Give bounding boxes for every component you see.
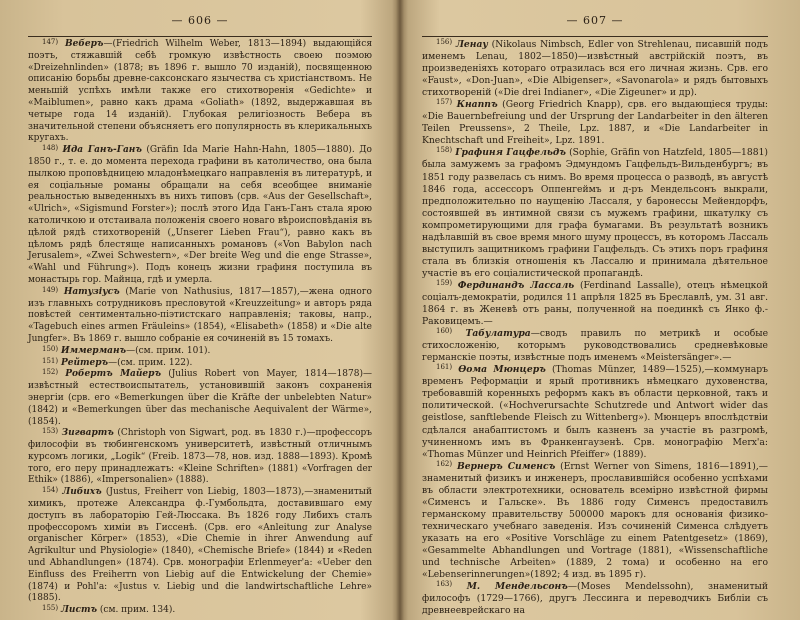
footnote-heading: Табулатура (465, 328, 531, 340)
footnote-heading: Кнаппъ (456, 99, 498, 111)
footnote-text: (Christoph von Sigwart, род. въ 1830 г.)—профессоръ философіи въ тюбингенскомъ университетѣ, извѣстный отличнымъ курсомъ логики, „Logik“ (Freib. 1873—78, нов. изд. 1888—1893). Кромѣ того, его перу принадлежатъ: «Kleine Schriften» (1881) «Vorfragen der Ethik» (1886), «Impersonalien» (1888). (28, 428, 372, 486)
footnote-text: —(см. прим. 122). (108, 357, 193, 368)
footnote-entry (422, 364, 768, 460)
footnote-number: 147) (42, 38, 59, 46)
right-page (412, 0, 782, 620)
footnote-number: 158) (436, 146, 453, 155)
footnote-number: 155) (42, 604, 59, 613)
footnote-entry (422, 39, 768, 99)
footnote-entry (422, 147, 768, 280)
header-rule (28, 36, 372, 37)
footnote-number: 154) (42, 486, 59, 495)
footnote-text: (Julius Robert von Mayer, 1814—1878)—извѣстный естествоиспытатель, установившій законъ сохраненія энергіи (срв. его «Bemerkungen über die Kräfte der unbelebten Natur» (1842) и «Bemerkungen über das mechanische Aequivalent der Wärme», (1854). (28, 369, 372, 427)
footnote-number: 160) (436, 327, 453, 336)
footnote-entry (28, 145, 372, 287)
footnote-number: 148) (42, 144, 59, 153)
page-number: — 607 — (566, 14, 624, 27)
footnote-text: (см. прим. 134). (99, 605, 176, 616)
footnote-entry (28, 358, 372, 370)
footnote-text: —(Friedrich Wilhelm Weber, 1813—1894) выдающійся поэтъ, стяжавшій себѣ громкую извѣстность своею поэмою «Dreizehnlinden» (1878; въ 1896 г. вышло 70 изданій), посвященною описанію борьбы древне-саксонскаго язычества съ христіанствомъ. Не меньшій успѣхъ имѣли также его стихотворенія «Gedichte» и «Maiblumen», равно какъ драма «Goliath» (1892, выдержавшая въ четыре года 14 изданій). Глубокая религіозность Вебера въ значительной степени объясняетъ его популярность въ клерикальныхъ кругахъ. (28, 39, 372, 144)
footnote-text: (Ferdinand Lassalle), отецъ нѣмецкой соціалъ-демократіи, родился 11 апрѣля 1825 въ Бреславлѣ, ум. 31 авг. 1864 г. въ Женевѣ отъ раны, полученной на поединкѣ съ Янко ф.-Раковицемъ.— (422, 279, 768, 328)
footnote-heading: Ленау (455, 39, 488, 50)
footnote-heading: Ида Ганъ-Ганъ (62, 145, 142, 156)
footnote-entry (28, 605, 372, 617)
footnote-entry (28, 428, 372, 487)
footnote-text: (Ernst Werner von Simens, 1816—1891),—знаменитый физикъ и инженеръ, прославившійся особенно успѣхами въ области электротехники, основатель всемірно извѣстной фирмы «Сименсъ и Гальске». Въ 1886 году Сименсъ предоставилъ германскому правительству 500000 марокъ для основанія физико-техническаго учебнаго заведенія. Изъ сочиненій Сименса слѣдуетъ указать на его «Positive Vorschläge zu einem Patentgesetz» (1869), «Gesammelte Abhandlungen und Vortrage (1881), «Wissenschaftliche und technische Arbeiten» (1889, 2 тома) и особенно на его «Lebenserinnerungen»(1892; 4 изд. въ 1895 г). (422, 460, 768, 581)
footnote-entry (422, 280, 768, 328)
footnote-number: 157) (436, 98, 453, 107)
page-number: — 606 — (171, 14, 229, 27)
footnote-entry (28, 39, 372, 145)
footnote-number: 163) (436, 580, 453, 589)
footnote-entry (28, 346, 372, 358)
footnote-number: 162) (436, 459, 453, 468)
footnote-heading: Либихъ (62, 487, 102, 498)
footnote-text: (Justus, Freiherr von Liebig, 1803—1873),—знаменитый химикъ, протеже Александра ф.-Гумбольдта, доставившаго ему доступъ въ лабораторію Гей-Люссака. Въ 1826 году Либихъ сталъ профессоромъ химіи въ Гиссенѣ. (Срв. его «Anleitung zur Analyse organischer Körper» (1853), «Die Chemie in ihrer Anwendung auf Agrikultur und Physiologie» (1840), «Chemische Briefe» (1844) и «Reden und Abhandlungen» (1874). Срв. монографіи Erlenmeyer'a: «Ueber den Einfluss des Freiherrn von Liebig auf die Entwickelung der Chemie» (1874) и Pohl'a: «Justus v. Liebig und die landwirtschaftliche Lehre» (1885). (28, 487, 372, 604)
footnote-number: 152) (42, 368, 59, 377)
footnote-heading: Фердинандъ Лассаль (457, 279, 575, 291)
footnote-text: —(Moses Mendelssohn), знаменитый философъ (1729—1766), другъ Лессинга и переводчикъ Библіи съ древнееврейскаго на (422, 581, 768, 617)
footnotes-list (28, 39, 372, 617)
footnote-number: 149) (42, 285, 59, 294)
footnote-heading: Ѳома Мюнцеръ (458, 364, 546, 376)
footnote-heading: М. Мендельсонъ (466, 581, 568, 593)
footnote-heading: Иммерманъ (60, 345, 127, 356)
footnote-text: (Sophie, Gräfin von Hatzfeld, 1805—1881) была замужемъ за графомъ Эдмундомъ Гацфельдъ-Вильденбургъ; въ 1851 году развелась съ нимъ. Во время процесса о разводѣ, въ августѣ 1846 года, ассессоръ Оппенгеймъ и д-ръ Мендельсонъ выкрали, предположительно по наущенію Лассаля, у баронессы Мейендорфъ, состоявшей въ интимной связи съ мужемъ графини, шкатулку съ компрометирующими для графа бумагами. Въ результатѣ возникъ надѣлавшій въ свое время много шуму процессъ, въ которомъ Лассаль выступилъ защитникомъ графини Гацфельдъ. Съ этихъ поръ графиня стала въ близкія отношенія къ Лассалю и принимала дѣятельное участіе въ его соціалистической пропагандѣ. (422, 147, 769, 279)
footnote-text: —сводъ правилъ по метрикѣ и особые стихосложенію, которымъ руководствовались средневѣковые германскіе поэты, извѣстные подъ именемъ «Meistersänger».— (422, 328, 769, 364)
footnote-heading: Графиня Гацфельдъ (455, 147, 566, 159)
footnote-number: 153) (42, 427, 59, 436)
footnote-heading: Робертъ Майеръ (65, 369, 161, 380)
footnote-heading: Листъ (60, 605, 98, 616)
footnote-number: 151) (42, 356, 59, 365)
footnote-entry (28, 487, 372, 605)
footnote-heading: Зигвартъ (61, 428, 114, 439)
footnote-heading: Рейтеръ (60, 357, 109, 368)
footnote-text: (Georg Friedrich Knapp), срв. его выдающіеся труды: «Die Bauernbefreiung und der Ursprung der Landarbeiter in den älteren Teilen Preussens», 2 Theile, Lpz. 1887, и «Die Landarbeiter in Knechtschaft und Freiheit», Lpz. 1891. (422, 99, 769, 147)
footnote-text: (Nikolaus Nimbsch, Edler von Strehlenau, писавшій подъ именемъ Lenau, 1802—1850)—извѣстный австрійскій поэтъ, въ произведеніяхъ котораго отразилась вся его личная жизнь. Срв. его «Faust», «Don-Juan», «Die Albigenser», «Savonarola» и рядъ бытовыхъ стихотвореній («Die drei Indianer», «Die Zigeuner» и др). (422, 39, 769, 99)
header-rule (422, 36, 768, 37)
footnote-heading: Вернеръ Сименсъ (456, 460, 556, 472)
footnote-number: 156) (436, 38, 453, 46)
left-page (14, 0, 384, 620)
footnote-text: (Marie von Nathusius, 1817—1857),—жена одного изъ главныхъ сотрудниковъ пресловутой «Kreuzzeitung» и авторъ ряда повѣстей сентиментально-піэтистскаго направленія; таковы, напр., «Tagebuch eines armen Fräuleins» (1854), «Elisabeth» (1858) и «Die alte Jungfer». Въ 1869 г. вышло собраніе ея сочиненій въ 15 томахъ. (28, 286, 372, 344)
footnote-number: 161) (436, 363, 453, 372)
footnote-entry (28, 287, 372, 346)
footnote-number: 150) (42, 344, 59, 353)
footnote-text: (Thomas Münzer, 1489—1525),—коммунаръ временъ Реформаціи и ярый противникъ нѣмецкаго духовенства, требовавшій коренныхъ реформъ какъ въ области церковной, такъ и политической. («Hochverursachte Schutzrede und Antwort wider das geistlose, sanftlebende Fleisch zu Wittenberg»). Мюнцеръ впослѣдствіи сдѣлался анабаптистомъ и былъ казненъ за участіе въ разгромѣ, учиненномъ имъ въ Франкенгаузенѣ. Срв. монографію Merx'a: «Thomas Münzer und Heinrich Pfeiffer» (1889). (422, 364, 769, 460)
footnote-heading: Веберъ (65, 39, 104, 49)
footnote-entry (422, 328, 768, 364)
footnote-text: (Gräfin Ida Marie Hahn-Hahn, 1805—1880). До 1850 г., т. е. до момента перехода графини въ католичество, она была пылкою проповѣдницею младонѣмецкаго направленія въ литературѣ, и ея соціальные романы обращали на себя всеобщее вниманіе реальностью выведенныхъ въ нихъ типовъ (срв. «Aus der Gesellschaft», «Ulrich», «Sigismund Forster»); послѣ этого Ида Ганъ-Ганъ стала ярою католичкою и отстаивала положенія своего новаго вѣроисповѣданія въ цѣлой рядѣ стихотвореній („Unserer Lieben Frau“), равно какъ въ цѣломъ рядѣ блестяще написанныхъ романовъ («Von Babylon nach Jerusalem», «Zwei Schwestern», «Der breite Weg und die enge Strasse», «Wahl und Führung»). Подъ конецъ жизни графиня поступила въ монастырь гор. Майнца, гдѣ и умерла. (28, 145, 372, 285)
footnote-entry (422, 461, 768, 581)
footnote-entry (28, 369, 372, 428)
footnote-entry (422, 581, 768, 617)
footnote-text: —(см. прим. 101). (126, 345, 211, 356)
footnotes-list (422, 39, 768, 617)
footnote-heading: Натузіусъ (63, 286, 120, 297)
footnote-entry (422, 99, 768, 147)
book-gutter (392, 0, 408, 620)
footnote-number: 159) (436, 278, 453, 287)
